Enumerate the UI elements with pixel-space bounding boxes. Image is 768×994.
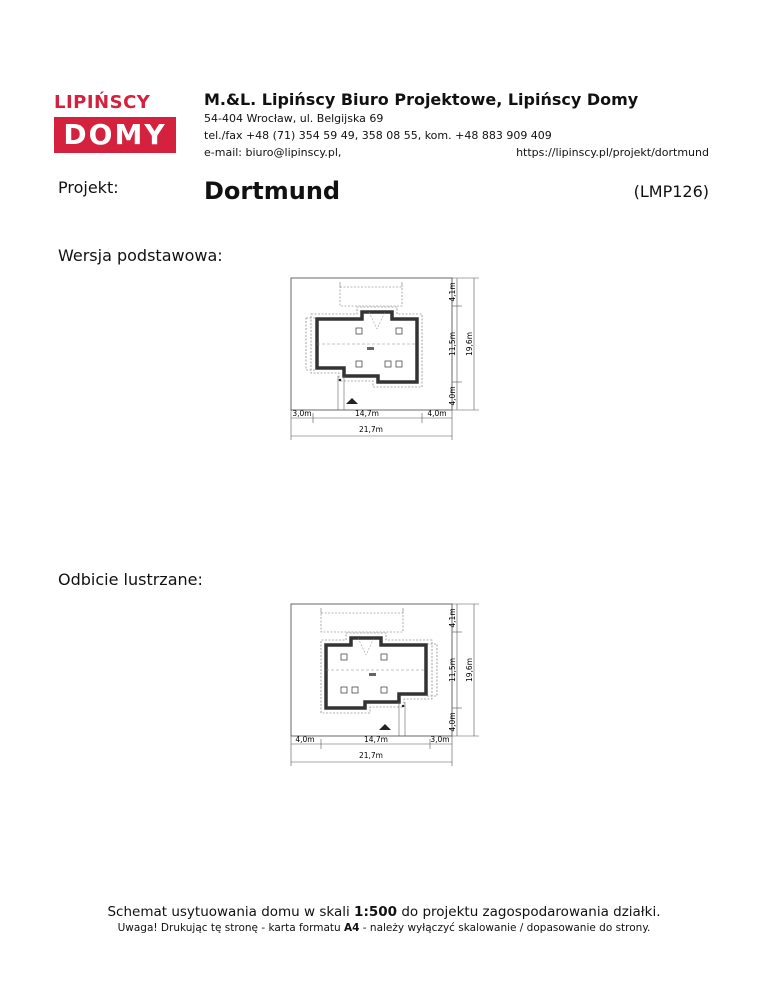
- footer-scale-note: [0, 904, 768, 920]
- basic-version-title: Wersja podstawowa:: [58, 246, 223, 265]
- footer-format: A4: [344, 922, 360, 934]
- footer-print-warning: [0, 922, 768, 934]
- company-address: 54-404 Wrocław, ul. Belgijska 69: [204, 112, 384, 125]
- site-plan-mirror: [284, 598, 489, 778]
- project-code: (LMP126): [633, 182, 709, 201]
- project-label: Projekt:: [58, 178, 119, 197]
- plot-boundary: [291, 278, 452, 410]
- dim-house-label: 11,5m: [448, 331, 457, 357]
- logo-bottom-text: DOMY: [54, 117, 176, 153]
- footer-text-2a: Uwaga! Drukując tę stronę - karta formatu: [117, 922, 345, 934]
- company-name: M.&L. Lipińscy Biuro Projektowe, Lipińscy Domy: [204, 90, 639, 109]
- company-email[interactable]: e-mail: biuro@lipinscy.pl,: [204, 146, 342, 159]
- mirror-version-title: Odbicie lustrzane:: [58, 570, 203, 589]
- project-url[interactable]: https://lipinscy.pl/projekt/dortmund: [516, 146, 709, 159]
- dim-bottom-label: 4,0m: [448, 712, 457, 732]
- dim-house-label: 11,5m: [448, 657, 457, 683]
- roof-outline-top: [340, 287, 402, 306]
- dim-top-label: 4,1m: [448, 282, 457, 302]
- entrance-arrow: [379, 724, 391, 730]
- dim-total-height-label: 19,6m: [465, 331, 474, 357]
- dim-top-label: 4,1m: [448, 608, 457, 628]
- project-name: Dortmund: [204, 177, 341, 205]
- dim-right-label: 3,0m: [430, 735, 450, 744]
- logo-top-text: LIPIŃSCY: [54, 92, 151, 113]
- roof-outline-top: [321, 613, 403, 632]
- dim-left-label: 3,0m: [292, 409, 312, 418]
- dim-bottom-label: 4,0m: [448, 386, 457, 406]
- dim-total-width-label: 21,7m: [358, 751, 384, 760]
- site-plan-basic: [284, 272, 489, 452]
- dim-middle-label: 14,7m: [354, 409, 380, 418]
- dim-total-width-label: 21,7m: [358, 425, 384, 434]
- dim-middle-label: 14,7m: [363, 735, 389, 744]
- dim-total-height-label: 19,6m: [465, 657, 474, 683]
- dim-left-label: 4,0m: [295, 735, 315, 744]
- footer-text-1a: Schemat usytuowania domu w skali: [107, 904, 355, 920]
- footer-text-1b: do projektu zagospodarowania działki.: [397, 904, 661, 920]
- footer-text-2b: - należy wyłączyć skalowanie / dopasowanie do strony.: [359, 922, 651, 934]
- dim-right-label: 4,0m: [427, 409, 447, 418]
- footer-scale: 1:500: [354, 904, 398, 920]
- entrance-arrow: [346, 398, 358, 404]
- company-phone: tel./fax +48 (71) 354 59 49, 358 08 55, kom. +48 883 909 409: [204, 129, 552, 142]
- company-logo: [54, 93, 176, 153]
